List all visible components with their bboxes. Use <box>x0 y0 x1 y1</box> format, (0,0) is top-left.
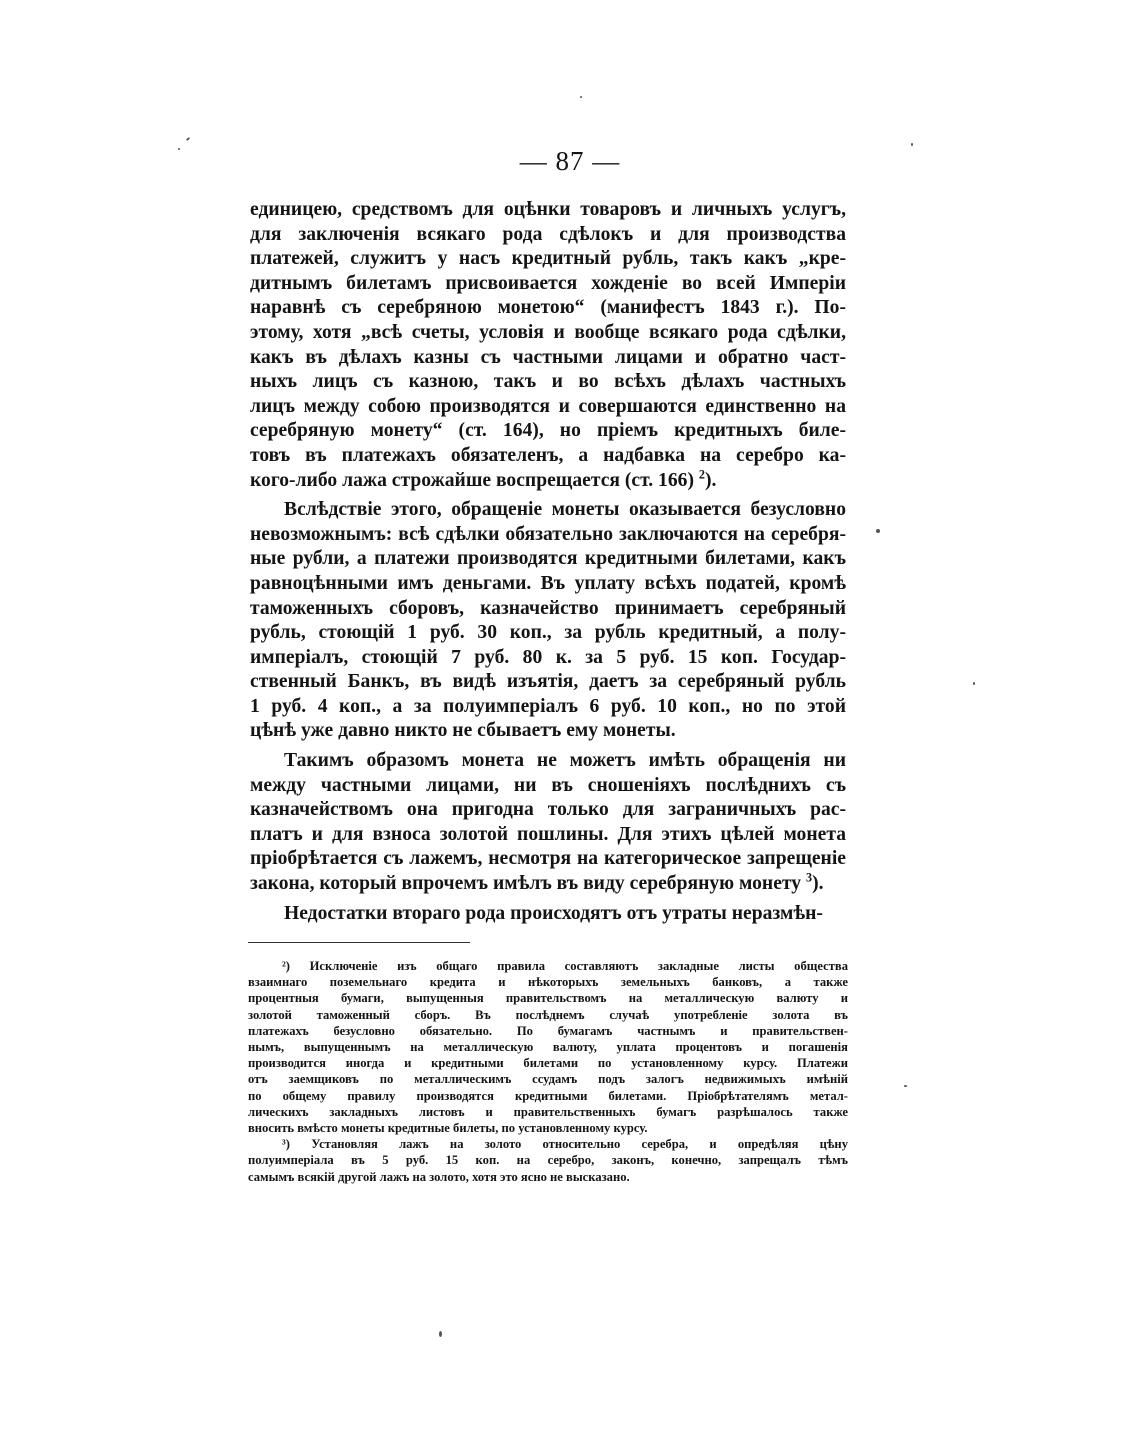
text-line: какъ въ дѣлахъ казны съ частными лицами и обратно част- <box>250 346 846 368</box>
footnote-ref-3[interactable]: 3 <box>806 870 813 885</box>
footnote-2-marker: ²) <box>282 959 290 973</box>
text-fragment: закона, который впрочемъ имѣлъ въ виду серебряную монету <box>250 873 802 895</box>
footnote-line: самымъ всякій другой лажъ на золото, хотя это ясно не высказано. <box>248 1169 630 1184</box>
text-line: дитнымъ билетамъ присвоивается хожденіе во всей Имперіи <box>250 272 846 294</box>
footnote-line: лическихъ закладныхъ листовъ и правительственныхъ бумагъ разрѣшалось также <box>248 1104 848 1119</box>
paragraph-end-line <box>250 872 846 897</box>
text-line: наравнѣ съ серебряною монетою“ (манифестъ 1843 г.). По- <box>250 297 846 319</box>
text-line: между частными лицами, ни въ сношеніяхъ послѣднихъ съ <box>250 774 846 796</box>
text-line: ныхъ лицъ съ казною, такъ и во всѣхъ дѣлахъ частныхъ <box>250 371 846 393</box>
text-fragment: кого-либо лажа строжайше воспрещается (ст. 166) <box>250 469 694 491</box>
text-line: имперіалъ, стоющій 7 руб. 80 к. за 5 руб. 15 коп. Государ- <box>250 646 846 668</box>
text-line: для заключенія всякаго рода сдѣлокъ и для производства <box>250 223 846 245</box>
text-line: ные рубли, а платежи производятся кредитными билетами, какъ <box>250 548 846 570</box>
scan-speck <box>973 682 975 685</box>
text-fragment: Исключеніе изъ общаго правила составляютъ закладные листы общества <box>309 959 848 973</box>
footnote-line: по общему правилу производятся кредитными билетами. Пріобрѣтателямъ метал- <box>248 1088 848 1103</box>
text-line: платежей, служитъ у насъ кредитный рубль, такъ какъ „кре- <box>250 248 846 270</box>
page-number: — 87 — <box>519 146 621 176</box>
footnote-3-line <box>248 1136 848 1152</box>
text-line: таможенныхъ сборовъ, казначейство принимаетъ серебряный <box>250 597 846 619</box>
text-line: рубль, стоющій 1 руб. 30 коп., за рубль кредитный, а полу- <box>250 622 846 644</box>
text-line: 1 руб. 4 коп., а за полуимперіалъ 6 руб. 10 коп., но по этой <box>250 695 846 717</box>
text-line: товъ въ платежахъ обязателенъ, а надбавка на серебро ка- <box>250 444 846 466</box>
footnote-line: платежахъ безусловно обязательно. По бумагамъ частнымъ и правительствен- <box>248 1023 848 1038</box>
footnote-line: процентныя бумаги, выпущенныя правительствомъ на металлическую валюту и <box>248 991 848 1006</box>
text-line: платъ и для взноса золотой пошлины. Для этихъ цѣлей монета <box>250 823 846 845</box>
footnote-line: производится иногда и кредитными билетами по установленному курсу. Платежи <box>248 1056 848 1071</box>
text-line: равноцѣнными имъ деньгами. Въ уплату всѣхъ податей, кромѣ <box>250 572 846 594</box>
scan-speck <box>904 1085 907 1087</box>
footnote-3-marker: ³) <box>282 1137 290 1152</box>
footnotes <box>248 958 848 1185</box>
text-line: Недостатки втораго рода происходятъ отъ утраты неразмѣн- <box>284 902 823 924</box>
text-line: пріобрѣтается съ лажемъ, несмотря на категорическое запрещеніе <box>250 848 846 870</box>
scan-speck <box>911 143 913 146</box>
text-line: невозможнымъ: всѣ сдѣлки обязательно заключаются на серебря- <box>250 523 846 545</box>
footnote-divider <box>248 942 470 943</box>
text-fragment: ). <box>704 469 717 491</box>
footnote-line: вносить вмѣсто монеты кредитные билеты, по установленному курсу. <box>248 1121 648 1136</box>
text-fragment: ). <box>812 873 824 895</box>
scan-speck <box>439 1331 442 1337</box>
text-fragment: Установляя лажъ на золото относительно серебра, и опредѣляя цѣну <box>311 1137 848 1152</box>
text-line: Вслѣдствіе этого, обращеніе монеты оказывается безусловно <box>284 499 846 521</box>
scan-speck <box>186 137 190 141</box>
scan-speck <box>580 96 582 98</box>
footnote-2-line <box>248 958 848 974</box>
paragraph-end-line <box>250 469 846 494</box>
text-line: Такимъ образомъ монета не можетъ имѣть обращенія ни <box>284 750 846 772</box>
footnote-line: золотой таможенный сборъ. Въ послѣднемъ случаѣ употребленіе золота въ <box>248 1007 848 1022</box>
scan-speck <box>178 148 180 150</box>
footnote-line: полуимперіала въ 5 руб. 15 коп. на серебро, законъ, конечно, запрещалъ тѣмъ <box>248 1153 848 1168</box>
text-line: серебряную монету“ (ст. 164), но пріемъ кредитныхъ биле- <box>250 420 846 442</box>
text-line: этому, хотя „всѣ счеты, условія и вообще всякаго рода сдѣлки, <box>250 321 846 343</box>
text-line: единицею, средствомъ для оцѣнки товаровъ и личныхъ услугъ, <box>250 199 846 220</box>
footnote-line: взаимнаго поземельнаго кредита и нѣкоторыхъ земельныхъ банковъ, а также <box>248 975 848 990</box>
text-line: цѣнѣ уже давно никто не сбываетъ ему монеты. <box>250 720 676 742</box>
text-line: ственный Банкъ, въ видѣ изъятія, даетъ за серебряный рубль <box>250 671 846 693</box>
scan-speck <box>876 529 880 533</box>
footnote-line: нымъ, выпущеннымъ на металлическую валюту, уплата процентовъ и погашенія <box>248 1040 848 1055</box>
main-text <box>250 198 846 926</box>
text-line: казначействомъ она пригодна только для заграничныхъ рас- <box>250 799 846 821</box>
footnote-ref-2[interactable]: 2 <box>698 467 705 481</box>
footnote-line: отъ заемщиковъ по металлическимъ ссудамъ подъ залогъ недвижимыхъ имѣній <box>248 1072 848 1087</box>
text-line: лицъ между собою производятся и совершаются единственно на <box>250 395 846 417</box>
